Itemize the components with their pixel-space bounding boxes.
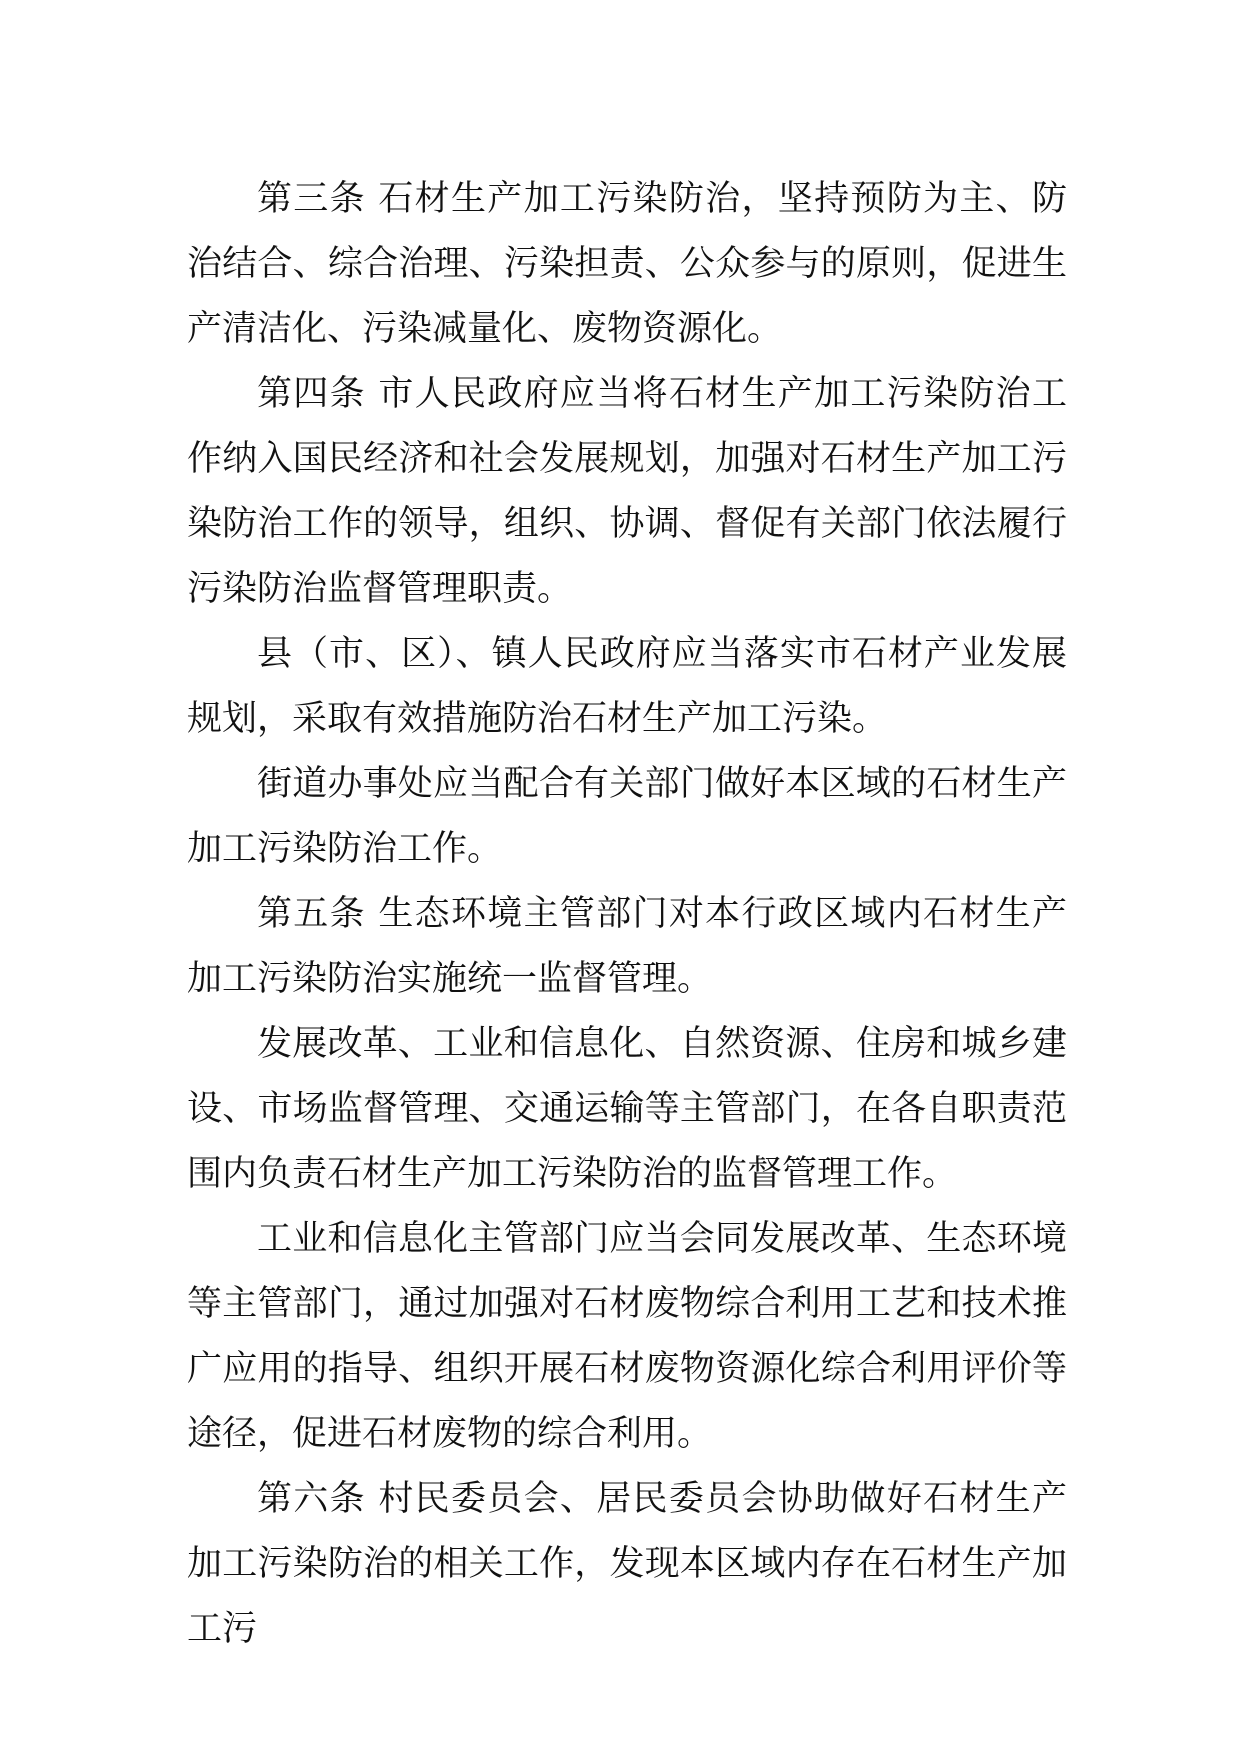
paragraph-departments-duties: 发展改革、工业和信息化、自然资源、住房和城乡建设、市场监督管理、交通运输等主管部门，在各自职责范围内负责石材生产加工污染防治的监督管理工作。 (187, 1024, 1067, 1194)
paragraph-article-6: 第六条 村民委员会、居民委员会协助做好石材生产加工污染防治的相关工作，发现本区域内存在石材生产加工污 (187, 1479, 1067, 1649)
paragraph-county-governments: 县（市、区）、镇人民政府应当落实市石材产业发展规划，采取有效措施防治石材生产加工污染。 (187, 634, 1067, 739)
paragraph-article-3: 第三条 石材生产加工污染防治，坚持预防为主、防治结合、综合治理、污染担责、公众参与的原则，促进生产清洁化、污染减量化、废物资源化。 (187, 179, 1067, 349)
paragraph-article-5: 第五条 生态环境主管部门对本行政区域内石材生产加工污染防治实施统一监督管理。 (187, 894, 1067, 999)
paragraph-street-offices: 街道办事处应当配合有关部门做好本区域的石材生产加工污染防治工作。 (187, 764, 1067, 869)
paragraph-industry-department: 工业和信息化主管部门应当会同发展改革、生态环境等主管部门，通过加强对石材废物综合利用工艺和技术推广应用的指导、组织开展石材废物资源化综合利用评价等途径，促进石材废物的综合利用。 (187, 1219, 1067, 1454)
document-body (187, 167, 1067, 1662)
paragraph-article-4: 第四条 市人民政府应当将石材生产加工污染防治工作纳入国民经济和社会发展规划，加强对石材生产加工污染防治工作的领导，组织、协调、督促有关部门依法履行污染防治监督管理职责。 (187, 374, 1067, 609)
